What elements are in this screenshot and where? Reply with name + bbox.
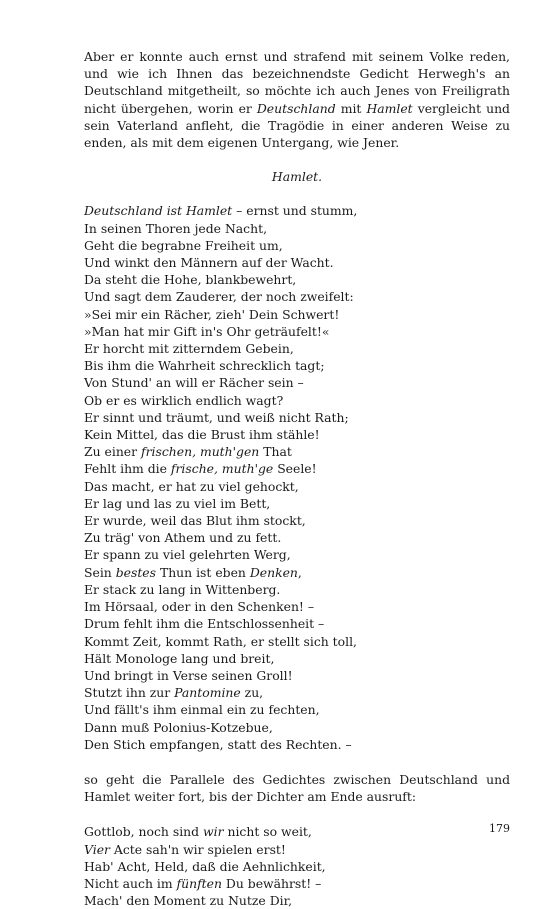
text-run: so geht die Parallele des Gedichtes zwischen Deutschland und Hamlet weiter fort, bis der Dichter am Ende ausruft: <box>84 771 510 805</box>
text-run: Er horcht mit zitterndem Gebein, <box>84 341 294 357</box>
text-run: – ernst und stumm, <box>232 203 358 219</box>
text-run: Hält Monologe lang und breit, <box>84 650 275 666</box>
poem-line <box>84 478 510 495</box>
text-run: Ob er es wirklich endlich wagt? <box>84 392 284 408</box>
text-run: Und bringt in Verse seinen Groll! <box>84 667 293 683</box>
text-run: Da steht die Hohe, blankbewehrt, <box>84 272 297 288</box>
text-run: Bis ihm die Wahrheit schrecklich tagt; <box>84 358 325 374</box>
text-run: vergleicht und sein Vaterland anfleht, die Tragödie in einer anderen Weise zu enden, als mit dem eigenen Untergang, wie Jener. <box>84 100 510 151</box>
text-run: Er stack zu lang in Wittenberg. <box>84 581 281 597</box>
text-run: Von Stund' an will er Rächer sein – <box>84 375 304 391</box>
poem-line <box>84 460 510 477</box>
italic-text: Deutschland ist Hamlet <box>84 203 233 219</box>
italic-text: Pantomine <box>174 685 241 701</box>
poem-line <box>84 392 510 409</box>
page-number: 179 <box>489 822 510 835</box>
text-run: Er lag und las zu viel im Bett, <box>84 495 271 511</box>
poem-line <box>84 426 510 443</box>
text-run: Er sinnt und träumt, und weiß nicht Rath; <box>84 409 349 425</box>
text-run: That <box>259 444 292 460</box>
text-run: mit <box>335 100 367 116</box>
poem-line <box>84 633 510 650</box>
text-run: »Sei mir ein Rächer, zieh' Dein Schwert! <box>84 306 340 322</box>
poem-stanza <box>84 202 510 753</box>
text-run: zu, <box>240 685 264 701</box>
poem-line <box>84 220 510 237</box>
italic-text: wir <box>203 824 224 840</box>
text-run: »Man hat mir Gift in's Ohr geträufelt!« <box>84 323 330 339</box>
text-run: Gottlob, noch sind <box>84 824 204 840</box>
text-run: Aber er konnte auch ernst und strafend mit seinem Volke reden, und wie ich Ihnen das bezeichnendste Gedicht Herwegh's an Deutschland mitgetheilt, so möchte ich auch Jenes von Freiligrath nicht übergehen, worin er <box>84 49 510 116</box>
poem-line <box>84 858 510 875</box>
poem-line <box>84 512 510 529</box>
text-run: Sein <box>84 564 116 580</box>
poem-line <box>84 701 510 718</box>
text-run: Stutzt ihn zur <box>84 685 175 701</box>
poem-line <box>84 719 510 736</box>
paragraph-text <box>84 772 510 804</box>
poem-line <box>84 306 510 323</box>
poem-line <box>84 374 510 391</box>
text-run: Kein Mittel, das die Brust ihm stähle! <box>84 427 320 443</box>
text-run: Thun ist eben <box>156 564 250 580</box>
text-run: Fehlt ihm die <box>84 461 171 477</box>
poem-line <box>84 357 510 374</box>
italic-text: frischen, muth'gen <box>141 444 260 460</box>
text-run: Im Hörsaal, oder in den Schenken! – <box>84 599 315 615</box>
poem-line <box>84 615 510 632</box>
text-run: Das macht, er hat zu viel gehockt, <box>84 478 299 494</box>
poem-line <box>84 581 510 598</box>
text-run: Dann muß Polonius-Kotzebue, <box>84 719 273 735</box>
italic-text: Deutschland <box>256 100 336 116</box>
poem-line <box>84 529 510 546</box>
intro-paragraph <box>84 48 510 151</box>
text-run: Und winkt den Männern auf der Wacht. <box>84 255 334 271</box>
text-run: Nicht auch im <box>84 875 177 891</box>
text-run: Kommt Zeit, kommt Rath, er stellt sich toll, <box>84 633 357 649</box>
italic-text: Denken <box>249 564 298 580</box>
text-run: Acte sah'n wir spielen erst! <box>109 841 286 857</box>
poem-line <box>84 546 510 563</box>
text-run: Und fällt's ihm einmal ein zu fechten, <box>84 702 320 718</box>
italic-text: frische, muth'ge <box>170 461 274 477</box>
poem-line <box>84 823 510 840</box>
poem-line <box>84 288 510 305</box>
poem-line <box>84 892 510 909</box>
poem-line <box>84 237 510 254</box>
middle-paragraph <box>84 771 510 805</box>
text-run: Er spann zu viel gelehrten Werg, <box>84 547 291 563</box>
poem-line <box>84 736 510 753</box>
poem-line <box>84 875 510 892</box>
poem-line <box>84 323 510 340</box>
text-run: In seinen Thoren jede Nacht, <box>84 220 268 236</box>
poem-line <box>84 841 510 858</box>
text-run: Mach' den Moment zu Nutze Dir, <box>84 893 293 909</box>
italic-text: bestes <box>115 564 156 580</box>
text-run: Hab' Acht, Held, daß die Aehnlichkeit, <box>84 858 326 874</box>
poem-line <box>84 254 510 271</box>
text-run: Den Stich empfangen, statt des Rechten. – <box>84 736 352 752</box>
poem-title: Hamlet. <box>271 169 323 185</box>
italic-text: Vier <box>84 841 110 857</box>
paragraph-text <box>84 49 510 150</box>
page-body <box>84 48 510 909</box>
text-run: nicht so weit, <box>223 824 312 840</box>
text-run: Zu träg' von Athem und zu fett. <box>84 530 282 546</box>
poem-line <box>84 667 510 684</box>
text-run: Seele! <box>273 461 317 477</box>
poem-line <box>84 409 510 426</box>
text-run: Geht die begrabne Freiheit um, <box>84 237 283 253</box>
poem-stanza-2 <box>84 823 510 909</box>
poem-line <box>84 271 510 288</box>
text-run: Zu einer <box>84 444 141 460</box>
poem-line <box>84 443 510 460</box>
poem-line <box>84 564 510 581</box>
poem-line <box>84 650 510 667</box>
poem-line <box>84 202 510 219</box>
text-run: Du bewährst! – <box>221 875 322 891</box>
poem-line <box>84 340 510 357</box>
text-run: Und sagt dem Zauderer, der noch zweifelt: <box>84 289 354 305</box>
poem-line <box>84 495 510 512</box>
italic-text: Hamlet <box>366 100 413 116</box>
poem-line <box>84 598 510 615</box>
text-run: , <box>297 564 302 580</box>
poem-line <box>84 684 510 701</box>
text-run: Er wurde, weil das Blut ihm stockt, <box>84 513 306 529</box>
text-run: Drum fehlt ihm die Entschlossenheit – <box>84 616 325 632</box>
italic-text: fünften <box>176 875 222 891</box>
